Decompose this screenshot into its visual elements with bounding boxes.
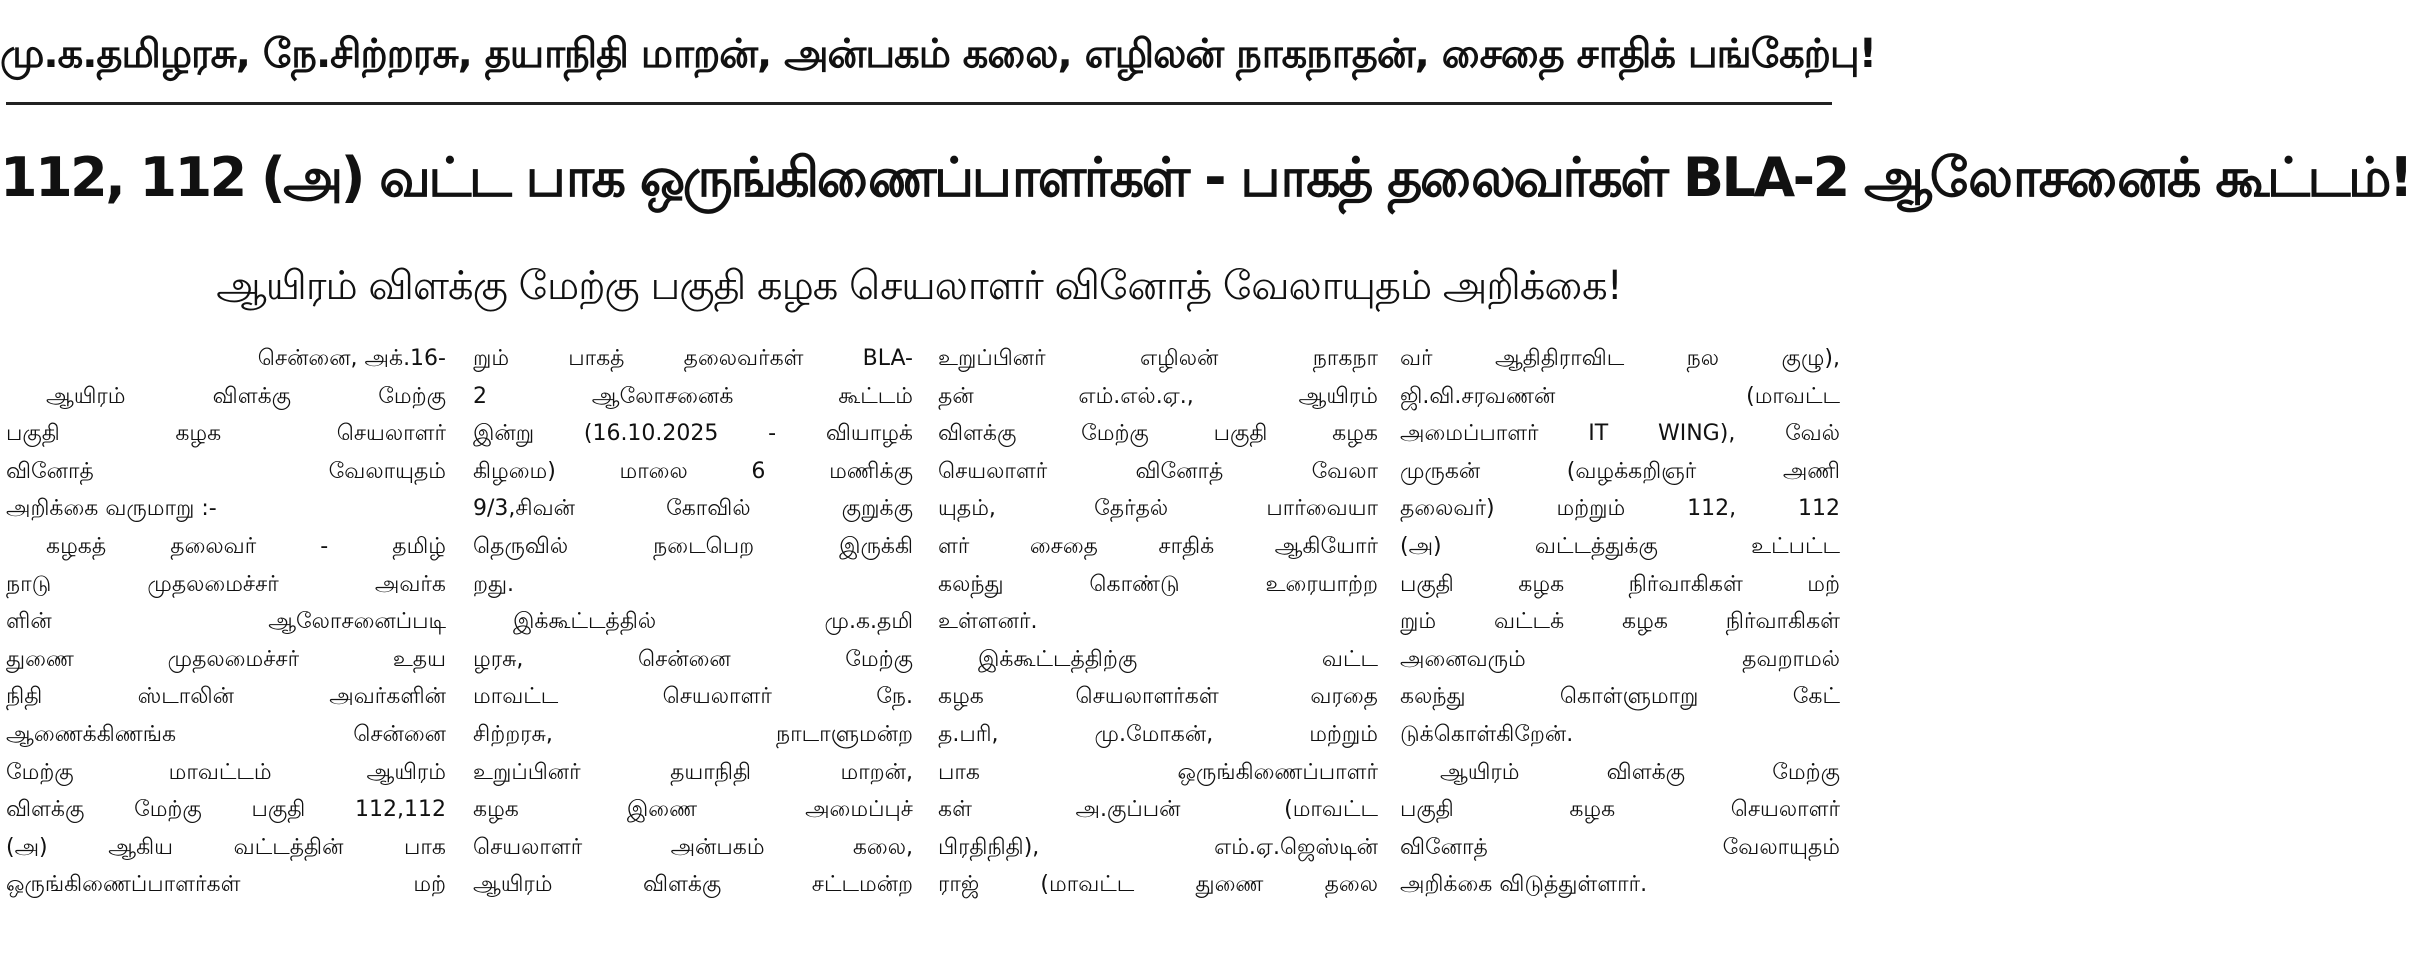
column-line: பகுதி கழக நிர்வாகிகள் மற் [1400,571,1840,597]
column-line: (அ) ஆகிய வட்டத்தின் பாக [6,834,446,860]
column-line: செயலாளர் வினோத் வேலா [938,458,1378,484]
column-line: உள்ளனர். [938,609,1038,635]
column-line: கழகத் தலைவர் - தமிழ் [46,533,446,559]
column-line: ஒருங்கிணைப்பாளர்கள் மற் [6,872,446,898]
column-line: (அ) வட்டத்துக்கு உட்பட்ட [1400,533,1840,559]
column-line: வினோத் வேலாயுதம் [6,458,446,484]
article-body [0,340,1838,945]
column-line: மாவட்ட செயலாளர் நே. [473,684,913,710]
column-line: தன் எம்.எல்.ஏ., ஆயிரம் [938,383,1378,409]
column-line: யுதம், தேர்தல் பார்வையா [938,496,1378,522]
column-line: வினோத் வேலாயுதம் [1400,834,1840,860]
column-line: செயலாளர் அன்பகம் கலை, [473,834,913,860]
column-line: கலந்து கொண்டு உரையாற்ற [938,571,1378,597]
column-line: கலந்து கொள்ளுமாறு கேட் [1400,684,1840,710]
column-line: தலைவர்) மற்றும் 112, 112 [1400,496,1840,522]
headline: 112, 112 (அ) வட்ட பாக ஒருங்கிணைப்பாளர்கள் - பாகத் தலைவர்கள் BLA-2 ஆலோசனைக் கூட்டம்! [0,146,2411,209]
column-line: ராஜ் (மாவட்ட துணை தலை [938,872,1378,898]
column-line: அமைப்பாளர் IT WING), வேல் [1400,421,1840,447]
column-line: ஆயிரம் விளக்கு சட்டமன்ற [473,872,913,898]
column-line: ஆயிரம் விளக்கு மேற்கு [46,383,446,409]
column-line: பகுதி கழக செயலாளர் [1400,797,1840,823]
column-line: றும் பாகத் தலைவர்கள் BLA- [473,346,913,371]
column-line: கள் அ.குப்பன் (மாவட்ட [938,797,1378,823]
column-line: பிரதிநிதி), எம்.ஏ.ஜெஸ்டின் [938,834,1378,860]
article-column-3 [938,340,1378,945]
column-line: கழக செயலாளர்கள் வரதை [938,684,1378,710]
article-column-2 [473,340,913,945]
column-line: உறுப்பினர் எழிலன் நாகநா [938,346,1378,371]
kicker-rule [6,102,1832,105]
article-column-1 [6,340,446,945]
column-line: அறிக்கை வருமாறு :- [6,496,217,522]
dateline: சென்னை, அக்.16- [257,346,446,371]
column-line: 9/3,சிவன் கோவில் குறுக்கு [473,496,913,522]
column-line: பகுதி கழக செயலாளர் [6,421,446,447]
column-line: விளக்கு மேற்கு பகுதி 112,112 [6,797,446,823]
column-line: த.பரி, மு.மோகன், மற்றும் [938,721,1378,747]
column-line: சிற்றரசு, நாடாளுமன்ற [473,721,913,747]
column-line: றது. [473,571,515,597]
column-line: நிதி ஸ்டாலின் அவர்களின் [6,684,446,710]
column-line: இக்கூட்டத்தில் மு.க.தமி [513,609,913,635]
column-line: ழரசு, சென்னை மேற்கு [473,646,913,672]
column-line: அறிக்கை விடுத்துள்ளார். [1400,872,1648,898]
article-column-4 [1400,340,1840,945]
column-line: 2 ஆலோசனைக் கூட்டம் [473,383,913,409]
column-line: ளின் ஆலோசனைப்படி [6,609,446,635]
kicker-line: மு.க.தமிழரசு, நே.சிற்றரசு, தயாநிதி மாறன், அன்பகம் கலை, எழிலன் நாகநாதன், சைதை சாதிக் பங்கேற்பு! [0,31,1876,77]
column-line: ஜி.வி.சரவணன் (மாவட்ட [1400,383,1840,409]
column-line: இக்கூட்டத்திற்கு வட்ட [978,646,1378,672]
column-line: மேற்கு மாவட்டம் ஆயிரம் [6,759,446,785]
column-line: நாடு முதலமைச்சர் அவர்க [6,571,446,597]
column-line: விளக்கு மேற்கு பகுதி கழக [938,421,1378,447]
column-line: முருகன் (வழக்கறிஞர் அணி [1400,458,1840,484]
column-line: இன்று (16.10.2025 - வியாழக் [473,421,913,447]
subheadline: ஆயிரம் விளக்கு மேற்கு பகுதி கழக செயலாளர் வினோத் வேலாயுதம் அறிக்கை! [216,263,1622,309]
column-line: துணை முதலமைச்சர் உதய [6,646,446,672]
column-line: ஆணைக்கிணங்க சென்னை [6,721,446,747]
column-line: அனைவரும் தவறாமல் [1400,646,1840,672]
column-line: உறுப்பினர் தயாநிதி மாறன், [473,759,913,785]
column-line: தெருவில் நடைபெற இருக்கி [473,533,913,559]
column-line: ளர் சைதை சாதிக் ஆகியோர் [938,533,1378,559]
column-line: பாக ஒருங்கிணைப்பாளர் [938,759,1378,785]
column-line: கிழமை) மாலை 6 மணிக்கு [473,458,913,484]
column-line: கழக இணை அமைப்புச் [473,797,913,823]
column-line: டுக்கொள்கிறேன். [1400,721,1574,747]
column-line: வர் ஆதிதிராவிட நல குழு), [1400,346,1840,371]
column-line: றும் வட்டக் கழக நிர்வாகிகள் [1400,609,1840,635]
column-line: ஆயிரம் விளக்கு மேற்கு [1440,759,1840,785]
